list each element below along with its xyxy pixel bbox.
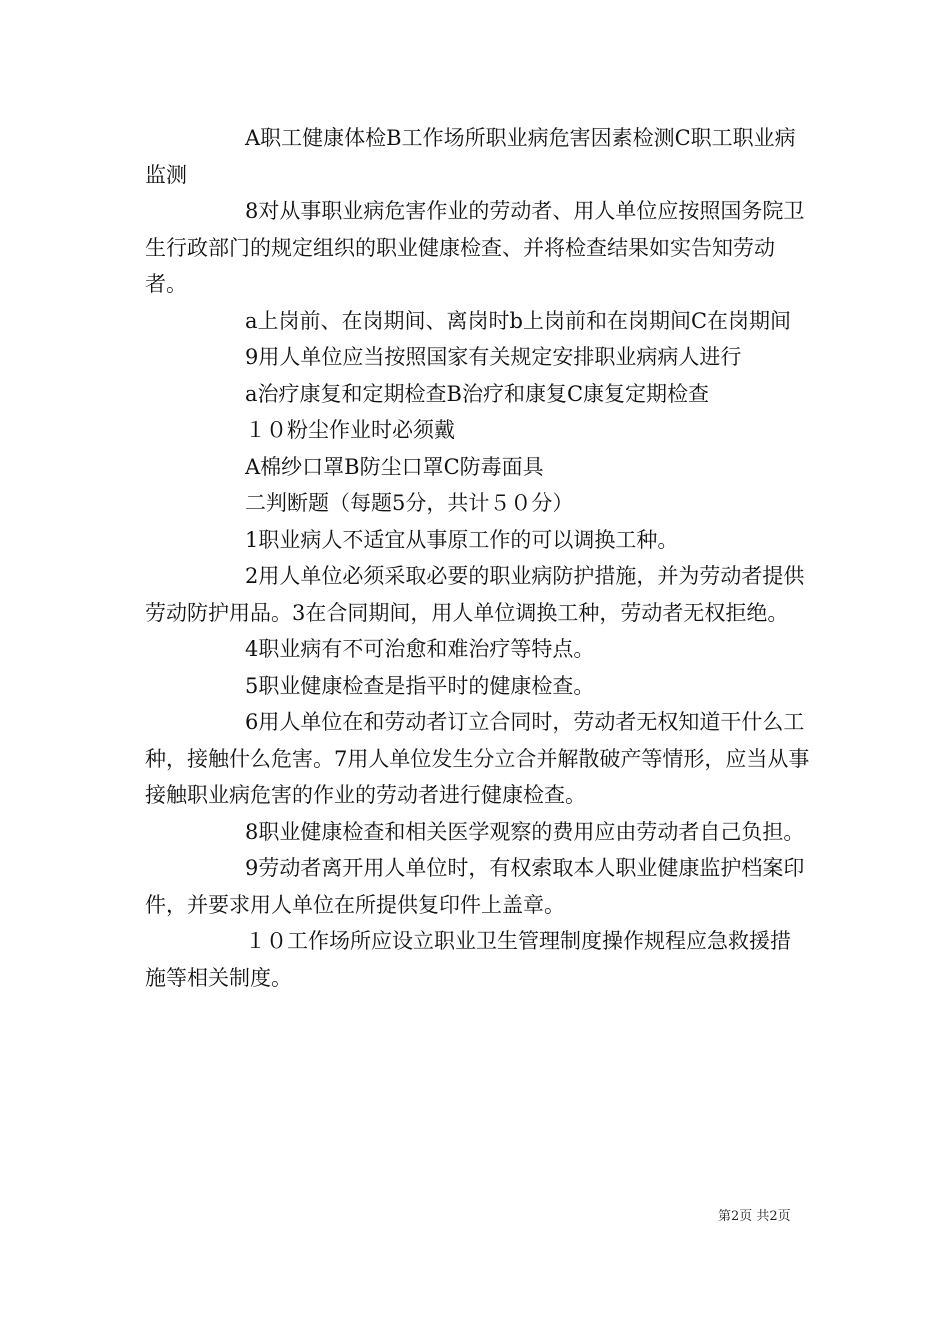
document-body: [145, 120, 810, 996]
question-9: 9用人单位应当按照国家有关规定安排职业病病人进行: [245, 345, 742, 369]
judgment-item-6-7: 6用人单位在和劳动者订立合同时，劳动者无权知道干什么工种，接触什么危害。7用人单位发生分立合并解散破产等情形，应当从事接触职业病危害的作业的劳动者进行健康检查。: [145, 710, 810, 807]
judgment-item-4: 4职业病有不可治愈和难治疗等特点。: [245, 637, 595, 661]
question-7-options: A职工健康体检B工作场所职业病危害因素检测C职工职业病监测: [145, 126, 796, 187]
question-10-options: A棉纱口罩B防尘口罩C防毒面具: [245, 454, 544, 479]
judgment-item-5: 5职业健康检查是指平时的健康检查。: [245, 673, 595, 698]
question-8-options: a上岗前、在岗期间、离岗时b上岗前和在岗期间C在岗期间: [245, 308, 792, 333]
judgment-item-8: 8职业健康检查和相关医学观察的费用应由劳动者自己负担。: [245, 819, 805, 844]
question-9-options: a治疗康复和定期检查B治疗和康复C康复定期检查: [245, 381, 710, 406]
judgment-item-2-3: 2用人单位必须采取必要的职业病防护措施，并为劳动者提供劳动防护用品。3在合同期间，用人单位调换工种，劳动者无权拒绝。: [145, 564, 805, 625]
question-8: 8对从事职业病危害作业的劳动者、用人单位应按照国务院卫生行政部门的规定组织的职业健康检查、并将检查结果如实告知劳动者。: [145, 199, 805, 296]
judgment-item-10: １０工作场所应设立职业卫生管理制度操作规程应急救援措施等相关制度。: [145, 929, 791, 990]
judgment-item-9: 9劳动者离开用人单位时，有权索取本人职业健康监护档案印件，并要求用人单位在所提供复印件上盖章。: [145, 856, 805, 917]
judgment-item-1: 1职业病人不适宜从事原工作的可以调换工种。: [245, 527, 679, 552]
page-number: 第2页 共2页: [718, 1209, 791, 1224]
question-10: １０粉尘作业时必须戴: [245, 418, 455, 442]
section-heading-true-false: 二判断题（每题5分，共计５０分）: [245, 491, 574, 515]
